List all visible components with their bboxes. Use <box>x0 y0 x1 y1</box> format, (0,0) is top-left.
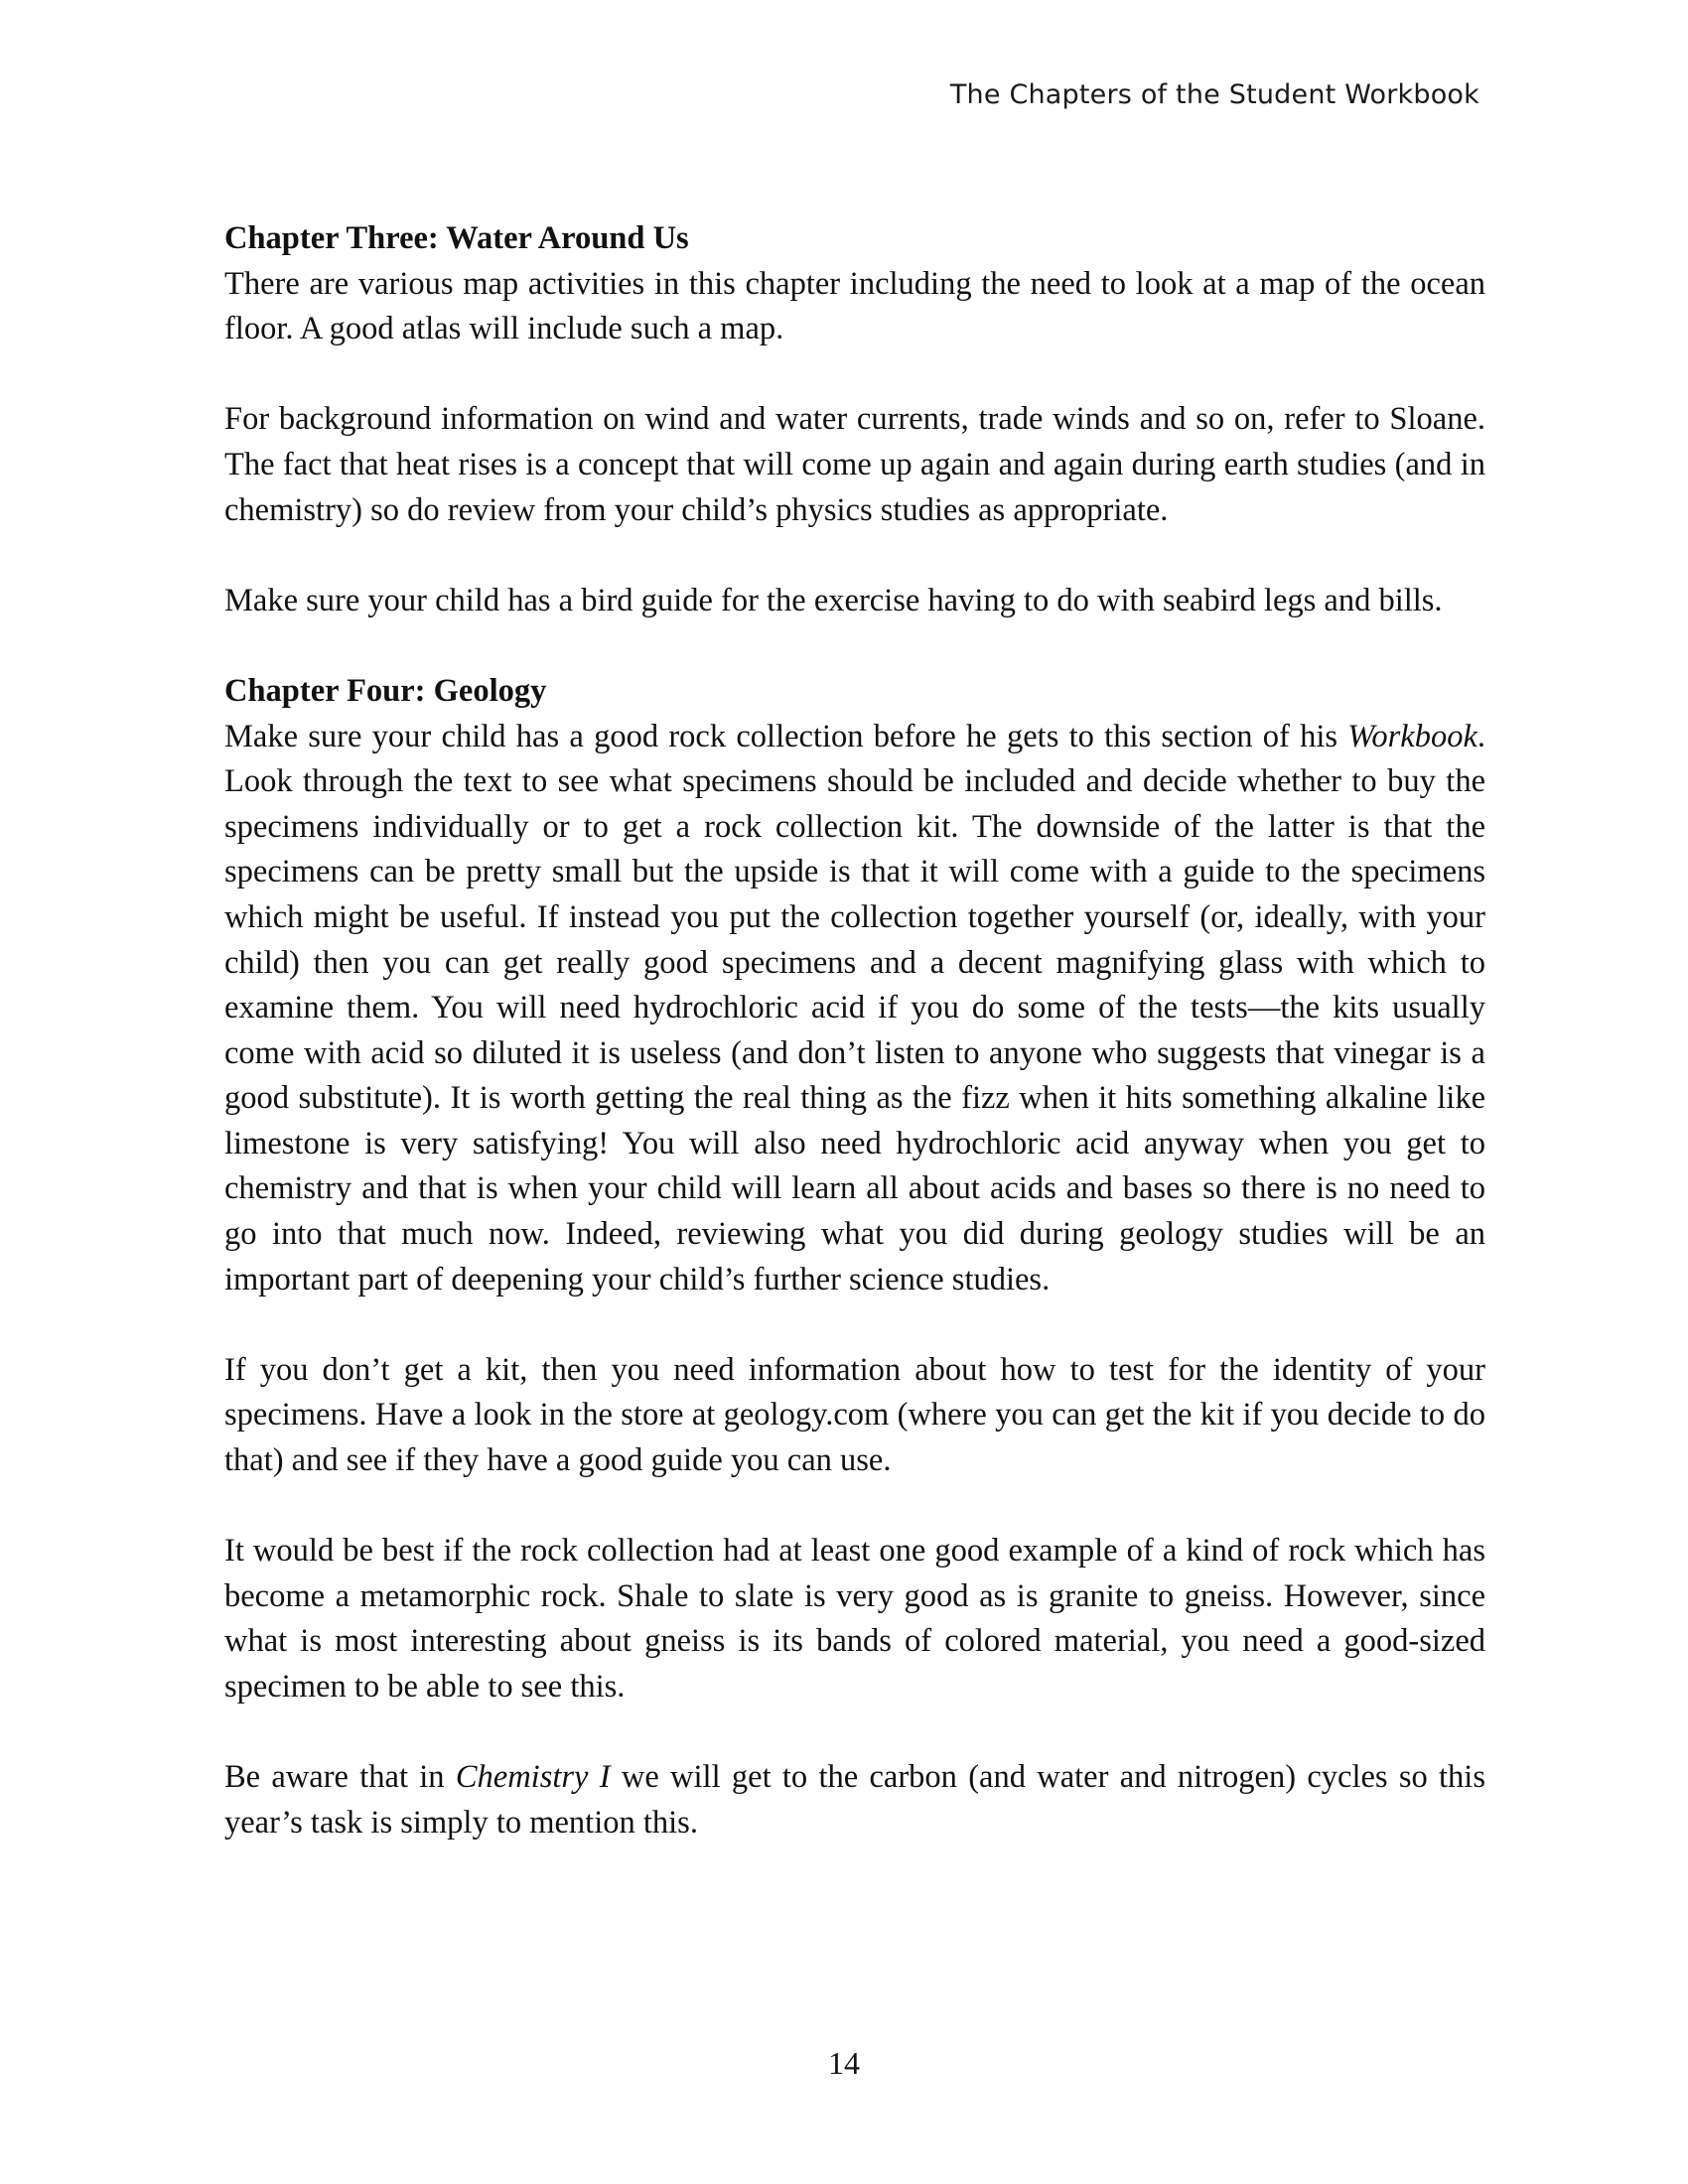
chapter-four-p1-text-start: Make sure your child has a good rock collection before he gets to this section of his <box>224 718 1348 754</box>
chapter-three-heading: Chapter Three: Water Around Us <box>224 220 689 256</box>
chapter-four-paragraph-2: If you don’t get a kit, then you need information about how to test for the identity of your specimens. Have a look in the store at geology.com (where you can get the kit if you decide to do that) and see if they have a good guide you can use. <box>224 1351 1485 1479</box>
chapter-three-section <box>224 216 1485 623</box>
page-number: 14 <box>828 2045 860 2081</box>
chapter-three-paragraph-2: For background information on wind and water currents, trade winds and so on, refer to Sloane. The fact that heat rises is a concept that will come up again and again during earth studies (and in chemistry) so do review from your child’s physics studies as appropriate. <box>224 401 1485 528</box>
chapter-four-section <box>224 669 1485 1845</box>
chemistry-italic: Chemistry I <box>455 1759 611 1796</box>
chapter-four-p4-text-start: Be aware that in <box>224 1759 456 1796</box>
chapter-three-paragraph-1: There are various map activities in this chapter including the need to look at a map of the ocean floor. A good atlas will include such a map. <box>224 265 1485 347</box>
chapter-three-paragraph-3: Make sure your child has a bird guide for the exercise having to do with seabird legs and bills. <box>224 582 1443 618</box>
chapter-four-p4-text-end: we will get to the carbon (and water and nitrogen) cycles so this year’s task is simply to mention this. <box>224 1759 1485 1841</box>
page-body <box>224 216 1485 1891</box>
running-header: The Chapters of the Student Workbook <box>949 79 1479 110</box>
chapter-four-paragraph-1 <box>224 715 1485 1303</box>
workbook-italic: Workbook <box>1347 718 1477 754</box>
chapter-four-paragraph-4 <box>224 1755 1485 1845</box>
chapter-four-p1-text-end: . Look through the text to see what specimens should be included and decide whether to buy the specimens individually or to get a rock collection kit. The downside of the latter is that the specimens can be pretty small but the upside is that it will come with a guide to the specimens which might be useful. If instead you put the collection together yourself (or, ideally, with your child) then you can get really good specimens and a decent magnifying glass with which to examine them. You will need hydrochloric acid if you do some of the tests—the kits usually come with acid so diluted it is useless (and don’t listen to anyone who suggests that vinegar is a good substitute). It is worth getting the real thing as the fizz when it hits something alkaline like limestone is very satisfying! You will also need hydrochloric acid anyway when you get to chemistry and that is when your child will learn all about acids and bases so there is no need to go into that much now. Indeed, reviewing what you did during geology studies will be an important part of deepening your child’s further science studies. <box>224 718 1485 1297</box>
chapter-four-paragraph-3: It would be best if the rock collection had at least one good example of a kind of rock which has become a metamorphic rock. Shale to slate is very good as is granite to gneiss. However, since what is most interesting about gneiss is its bands of colored material, you need a good-sized specimen to be able to see this. <box>224 1533 1485 1705</box>
chapter-four-heading: Chapter Four: Geology <box>224 672 547 709</box>
